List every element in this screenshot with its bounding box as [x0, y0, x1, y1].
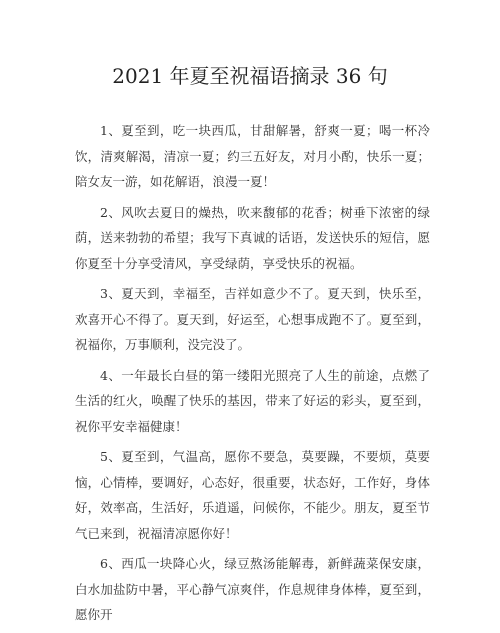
paragraph-1: 1、夏至到，吃一块西瓜，甘甜解暑，舒爽一夏；喝一杯冷饮，清爽解渴，清凉一夏；约三五好友，对月小酌，快乐一夏；陪女友一游，如花解语，浪漫一夏！ — [75, 123, 430, 189]
paragraph-2: 2、风吹去夏日的燥热，吹来馥郁的花香；树垂下浓密的绿荫，送来勃勃的希望；我写下真诚的话语，发送快乐的短信，愿你夏至十分享受清风，享受绿荫，享受快乐的祝福。 — [75, 204, 430, 271]
paragraph-3: 3、夏天到，幸福至，吉祥如意少不了。夏天到，快乐至，欢喜开心不得了。夏天到，好运至，心想事成跑不了。夏至到，祝福你，万事顺利，没完没了。 — [75, 286, 430, 352]
paragraph-5: 5、夏至到，气温高，愿你不要急，莫要躁，不要烦，莫要恼，心情棒，要调好，心态好，很重要，状态好，工作好，身体好，效率高，生活好，乐逍遥，问候你，不能少。朋友，夏至节气已来到，祝福清凉愿你好！ — [75, 449, 430, 541]
paragraph-4: 4、一年最长白昼的第一缕阳光照亮了人生的前途，点燃了生活的红火，唤醒了快乐的基因，带来了好运的彩头，夏至到，祝你平安幸福健康！ — [75, 367, 430, 434]
article-body — [75, 118, 430, 633]
paragraph-6: 6、西瓜一块降心火，绿豆熬汤能解毒，新鲜蔬菜保安康，白水加盐防中暑，平心静气凉爽伴，作息规律身体棒，夏至到，愿你开 — [75, 556, 430, 622]
page-title: 2021 年夏至祝福语摘录 36 句 — [112, 64, 388, 88]
